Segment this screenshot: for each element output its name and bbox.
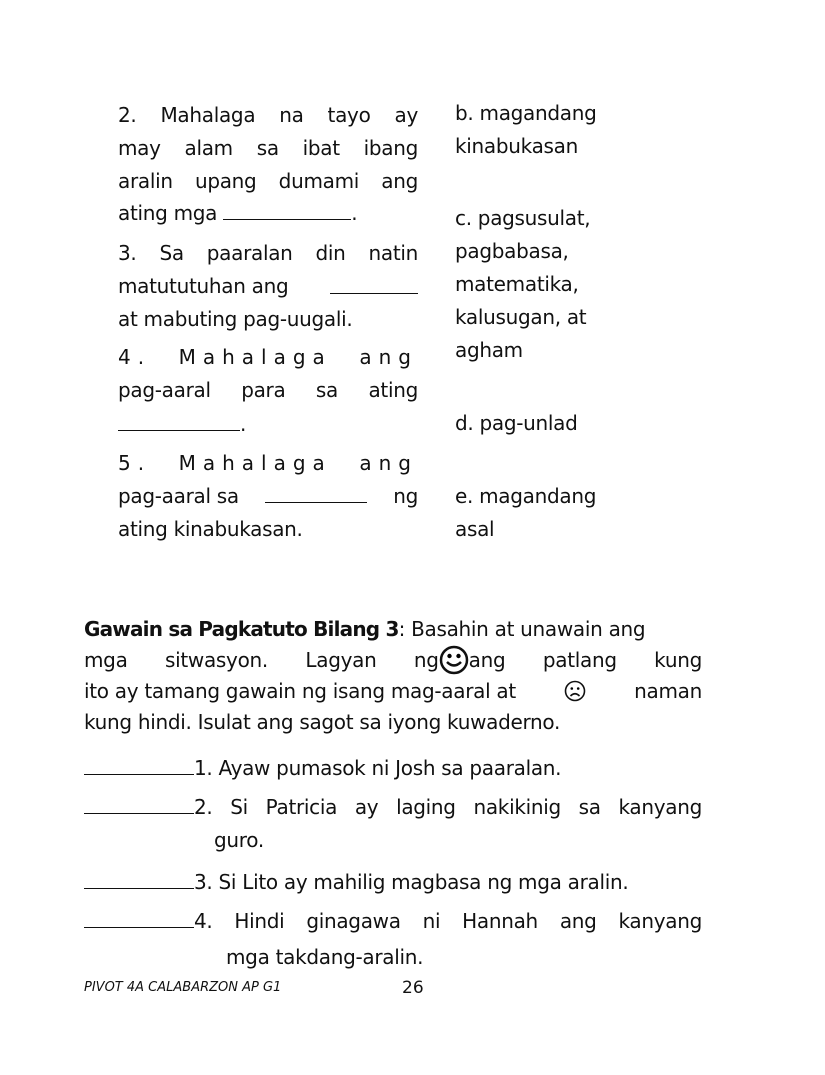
answer-blank [84, 795, 194, 814]
text: 3. Si Lito ay mahilig magbasa ng mga aralin. [194, 870, 629, 894]
activity-item-cont: guro. [214, 828, 264, 852]
item-4-line [118, 342, 418, 372]
text: 2. Si Patricia ay laging nakikinig sa kanyang [194, 795, 702, 819]
text: : Basahin at unawain ang [398, 617, 646, 641]
page-number: 26 [402, 978, 424, 998]
answer-blank [330, 275, 418, 294]
activity-instruction [84, 645, 702, 675]
sad-face-icon [564, 680, 586, 702]
answer-blank [84, 909, 194, 928]
text: . [240, 412, 247, 436]
item-5-line [118, 448, 418, 478]
activity-item [84, 867, 702, 897]
text [414, 645, 506, 675]
item-3-line [118, 271, 418, 301]
answer-blank [265, 484, 367, 503]
choice-e: e. magandang [455, 484, 597, 508]
text: 1. Ayaw pumasok ni Josh sa paaralan. [194, 756, 562, 780]
text: Mahalaga [178, 451, 332, 475]
activity-instruction: kung hindi. Isulat ang sagot sa iyong kuwaderno. [84, 710, 561, 734]
item-5-line [118, 481, 418, 511]
text: ang [468, 648, 506, 672]
choice-c: agham [455, 338, 523, 362]
activity-instruction [84, 676, 702, 706]
text: patlang [542, 648, 617, 672]
text: mga [84, 648, 128, 672]
text: ang [359, 451, 418, 475]
choice-d: d. pag-unlad [455, 411, 578, 435]
text: ng [413, 648, 439, 672]
text: Lagyan [305, 648, 377, 672]
item-2-line [118, 198, 418, 228]
item-4-line [118, 409, 418, 439]
item-2-line: aralin upang dumami ang [118, 169, 418, 193]
activity-item [84, 792, 702, 822]
text: ito ay tamang gawain ng isang mag-aaral at [84, 679, 516, 703]
answer-blank [118, 412, 240, 431]
text: ang [359, 345, 418, 369]
text: 4. Hindi ginagawa ni Hannah ang kanyang [194, 909, 702, 933]
activity-item-cont: mga takdang-aralin. [226, 945, 424, 969]
choice-b: kinabukasan [455, 134, 578, 158]
activity-instruction [84, 614, 702, 644]
choice-c: pagbabasa, [455, 239, 569, 263]
activity-item [84, 753, 702, 783]
item-4-line: pag-aaral para sa ating [118, 378, 418, 402]
text: 5. [118, 451, 152, 475]
answer-blank [84, 756, 194, 775]
answer-blank [84, 870, 194, 889]
activity-item [84, 906, 702, 936]
answer-blank [223, 201, 351, 220]
footer-source: PIVOT 4A CALABARZON AP G1 [84, 980, 282, 995]
text: Mahalaga [178, 345, 332, 369]
choice-e: asal [455, 517, 495, 541]
item-3-line: at mabuting pag-uugali. [118, 307, 353, 331]
activity-title: Gawain sa Pagkatuto Bilang 3 [84, 617, 399, 641]
choice-c: matematika, [455, 272, 579, 296]
choice-c: c. pagsusulat, [455, 206, 591, 230]
item-2-line: may alam sa ibat ibang [118, 136, 418, 160]
text: matututuhan ang [118, 274, 289, 298]
text: kung [654, 648, 702, 672]
text: ating mga [118, 201, 218, 225]
text: pag-aaral sa [118, 484, 239, 508]
text: . [351, 201, 358, 225]
smiley-face-icon [439, 645, 469, 675]
item-5-line: ating kinabukasan. [118, 517, 303, 541]
text: sitwasyon. [164, 648, 268, 672]
text: naman [634, 679, 702, 703]
text: 4. [118, 345, 152, 369]
text: ng [393, 484, 418, 508]
item-2-line: 2. Mahalaga na tayo ay [118, 103, 418, 127]
choice-c: kalusugan, at [455, 305, 587, 329]
item-3-line: 3. Sa paaralan din natin [118, 241, 418, 265]
choice-b: b. magandang [455, 101, 597, 125]
